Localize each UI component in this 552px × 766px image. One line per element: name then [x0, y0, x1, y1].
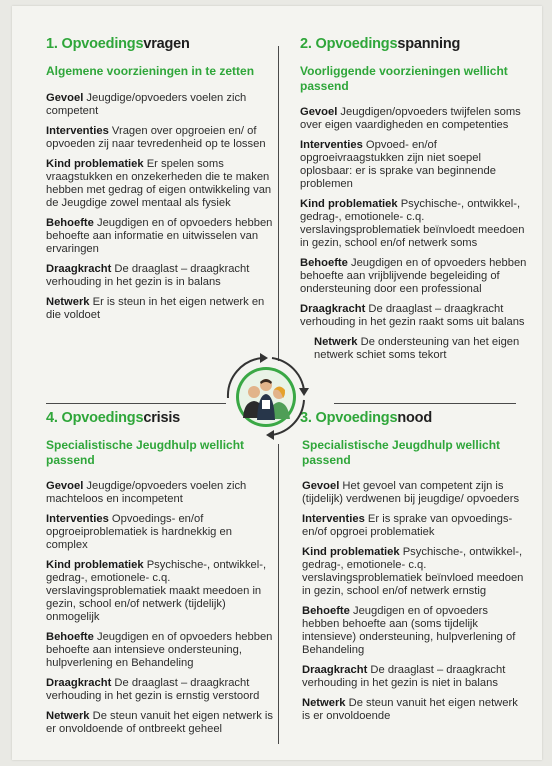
quadrant-title [46, 36, 274, 52]
item-label: Draagkracht [46, 677, 112, 689]
item-label: Gevoel [46, 480, 84, 492]
item-label: Behoefte [302, 605, 350, 617]
item-text: De steun vanuit het eigen netwerk is er onvoldoende [302, 697, 518, 722]
item-kind-problematiek [46, 158, 274, 210]
item-kind-problematiek [46, 559, 274, 624]
arrow-head-right [299, 388, 309, 396]
item-text: Opvoed- en/of opgroeivraagstukken zijn niet soepel oplosbaar: er is sprake van beginnende problemen [300, 139, 496, 190]
item-netwerk [46, 710, 274, 736]
item-draagkracht [302, 664, 528, 690]
item-label: Interventies [302, 513, 365, 525]
item-label: Interventies [300, 139, 363, 151]
item-text: Jeugdigen en of opvoeders hebben behoefte aan vrijblijvende begeleiding of ondersteuning door een professional [300, 257, 527, 295]
quadrant-title-suffix: nood [397, 410, 432, 426]
item-draagkracht [46, 677, 274, 703]
item-label: Behoefte [300, 257, 348, 269]
item-text: Jeugdigen en of opvoeders hebben behoefte aan intensieve ondersteuning, hulpverlening en Behandeling [46, 631, 273, 669]
item-gevoel [300, 106, 528, 132]
item-label: Kind problematiek [302, 546, 400, 558]
item-netwerk [302, 697, 528, 723]
quadrant-opvoedingsnood [300, 410, 528, 730]
item-label: Interventies [46, 513, 109, 525]
item-label: Behoefte [46, 216, 94, 229]
family-cycle-icon [210, 340, 320, 450]
item-text: De draaglast – draagkracht verhouding in het gezin is ernstig verstoord [46, 677, 260, 702]
quadrant-title-prefix: Opvoedings [61, 36, 144, 52]
quadrant-title [300, 410, 528, 426]
item-label: Draagkracht [302, 664, 368, 676]
item-label: Gevoel [46, 91, 84, 104]
item-text: De steun vanuit het eigen netwerk is er onvoldoende of ontbreekt geheel [46, 710, 273, 735]
quadrant-opvoedingscrisis [46, 410, 274, 743]
item-text: Psychische-, ontwikkel-, gedrag-, emotionele- c.q. verslavingsproblematiek beïnvloed meedoen in gezin, school en/of netwerk ernstig [302, 546, 524, 597]
item-gevoel [302, 480, 528, 506]
item-label: Draagkracht [300, 303, 366, 315]
item-label: Draagkracht [46, 262, 112, 275]
quadrant-items [300, 106, 528, 362]
item-text: Psychische-, ontwikkel-, gedrag-, emotionele- c.q. verslavingsproblematiek beïnvloedt meedoen in gezin, school en/of netwerk soms [300, 198, 525, 249]
item-interventies [302, 513, 528, 539]
quadrant-number: 3. [300, 410, 312, 426]
item-label: Gevoel [300, 106, 338, 118]
quadrant-title-suffix: vragen [143, 36, 190, 52]
divider-vertical-top [278, 46, 279, 361]
item-netwerk [314, 336, 528, 362]
item-gevoel [46, 92, 274, 118]
quadrant-title-prefix: Opvoedings [315, 410, 398, 426]
item-text: Jeugdigen en of opvoeders hebben behoefte aan informatie en uitwisselen van ervaringen [46, 216, 273, 255]
quadrant-title-prefix: Opvoedings [61, 410, 144, 426]
item-text: Jeugdigen en of opvoeders hebben behoefte aan (soms tijdelijk intensieve) ondersteuning, hulpverlening of Behandeling [302, 605, 516, 656]
item-draagkracht [46, 263, 274, 289]
item-label: Netwerk [46, 295, 90, 308]
item-text: Het gevoel van competent zijn is (tijdelijk) verdwenen bij jeugdige/ opvoeders [302, 480, 520, 505]
quadrant-subtitle: Algemene voorzieningen in te zetten [46, 64, 255, 78]
quadrant-subtitle: Specialistische Jeugdhulp wellicht passend [46, 438, 245, 467]
child-shirt [262, 400, 270, 409]
item-text: Er is steun in het eigen netwerk en die voldoet [46, 295, 265, 321]
item-label: Behoefte [46, 631, 94, 643]
item-text: Psychische-, ontwikkel-, gedrag-, emotionele- c.q. verslavingsproblematiek maakt meedoen in gezin, school en/of netwerk (tijdelijk) onmogelijk [46, 559, 267, 623]
item-text: Vragen over opgroeien en/ of opvoeden zij naar tevredenheid op te lossen [46, 124, 266, 150]
item-draagkracht [300, 303, 528, 329]
quadrant-subtitle: Specialistische Jeugdhulp wellicht passend [302, 438, 501, 467]
quadrant-title [300, 36, 528, 52]
item-text: De ondersteuning van het eigen netwerk schiet soms tekort [314, 336, 520, 361]
item-kind-problematiek [302, 546, 528, 598]
item-label: Netwerk [314, 336, 358, 348]
item-interventies [46, 125, 274, 151]
quadrant-subtitle: Voorliggende voorzieningen wellicht passend [300, 64, 508, 93]
quadrant-opvoedingsspanning [300, 36, 528, 369]
arrow-head-bottom [266, 430, 274, 440]
arrow-head-top [260, 353, 268, 363]
item-text: De draaglast – draagkracht verhouding in het gezin is in balans [46, 262, 250, 288]
item-interventies [46, 513, 274, 552]
item-label: Kind problematiek [46, 559, 144, 571]
item-label: Gevoel [302, 480, 340, 492]
item-text: Jeugdige/opvoeders voelen zich competent [46, 91, 247, 117]
quadrant-items [302, 480, 528, 723]
item-netwerk [46, 296, 274, 322]
divider-vertical-bottom [278, 444, 279, 744]
item-behoefte [300, 257, 528, 296]
item-behoefte [302, 605, 528, 657]
quadrant-title-prefix: Opvoedings [315, 36, 398, 52]
item-label: Netwerk [302, 697, 346, 709]
item-label: Interventies [46, 124, 109, 137]
item-text: Opvoedings- en/of opgroeiproblematiek is hardnekkig en complex [46, 513, 232, 551]
quadrant-number: 1. [46, 36, 58, 52]
item-text: De draaglast – draagkracht verhouding in het gezin raakt soms uit balans [300, 303, 525, 328]
item-gevoel [46, 480, 274, 506]
quadrant-items [46, 480, 274, 736]
item-label: Kind problematiek [300, 198, 398, 210]
item-behoefte [46, 217, 274, 256]
quadrant-number: 2. [300, 36, 312, 52]
item-text: Er is sprake van opvoedings- en/of opgroei problematiek [302, 513, 513, 538]
divider-horizontal-left [46, 403, 226, 404]
quadrant-items [46, 92, 274, 322]
item-label: Netwerk [46, 710, 90, 722]
father-head [248, 386, 260, 398]
family-cycle-illustration [210, 340, 320, 450]
quadrant-title-suffix: spanning [397, 36, 461, 52]
item-interventies [300, 139, 528, 191]
item-label: Kind problematiek [46, 157, 144, 170]
item-behoefte [46, 631, 274, 670]
quadrant-opvoedingsvragen [46, 36, 274, 329]
item-text: Jeugdige/opvoeders voelen zich machteloos en incompetent [46, 480, 247, 505]
item-text: Er spelen soms vraagstukken en onzekerheden die te maken hebben met gedrag of eigen ontwikkeling van de Jeugdige zowel mentaal als fysiek [46, 157, 272, 209]
item-kind-problematiek [300, 198, 528, 250]
item-text: Jeugdigen/opvoeders twijfelen soms over eigen vaardigheden en competenties [300, 106, 521, 131]
quadrant-number: 4. [46, 410, 58, 426]
divider-horizontal-right [334, 403, 516, 404]
quadrant-title-suffix: crisis [143, 410, 181, 426]
item-text: De draaglast – draagkracht verhouding in het gezin is niet in balans [302, 664, 506, 689]
